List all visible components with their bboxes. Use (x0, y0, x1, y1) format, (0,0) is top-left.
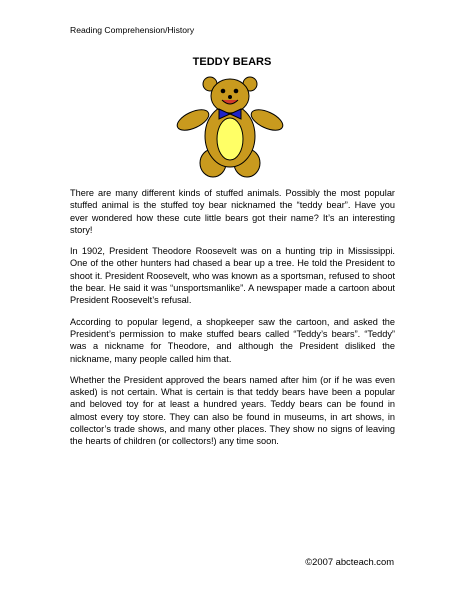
teddy-bear-illustration (175, 73, 285, 181)
left-eye (221, 89, 226, 94)
page-title: TEDDY BEARS (192, 56, 272, 68)
copyright-footer: ©2007 abcteach.com (305, 556, 394, 567)
bear-belly (217, 118, 243, 160)
bear-nose (228, 95, 232, 99)
page-header-category: Reading Comprehension/History (70, 25, 195, 35)
teddy-bear-icon (175, 73, 285, 181)
paragraph-4: Whether the President approved the bears named after him (or if he was even asked) is not certain. What is certain is that teddy bears have been a popular and beloved toy for at least a hundred years. Teddy bears can be found in almost every toy store. They can also be found in museums, in art shows, in collector’s trade shows, and many other places. They show no signs of leaving the hearts of children (or collectors!) any time soon. (70, 374, 395, 447)
paragraph-1: There are many different kinds of stuffed animals. Possibly the most popular stuffed animal is the stuffed toy bear nicknamed the “teddy bear”. Have you ever wondered how these cute little bears got their name? It’s an interesting story! (70, 188, 395, 235)
paragraph-3: According to popular legend, a shopkeeper saw the cartoon, and asked the President’s permission to make stuffed bears called “Teddy’s bears”. “Teddy” was a nickname for Theodore, and although the President disliked the nickname, many people called him that. (70, 316, 395, 364)
paragraph-2: In 1902, President Theodore Roosevelt was on a hunting trip in Mississippi. One of the other hunters had chased a bear up a tree. He told the President to shoot it. President Roosevelt, who was known as a sportsman, refused to shoot the bear. He said it was “unsportsmanlike”. A newspaper made a cartoon about President Roosevelt’s refusal. (70, 246, 395, 306)
right-eye (234, 89, 239, 94)
story-text (70, 187, 395, 457)
